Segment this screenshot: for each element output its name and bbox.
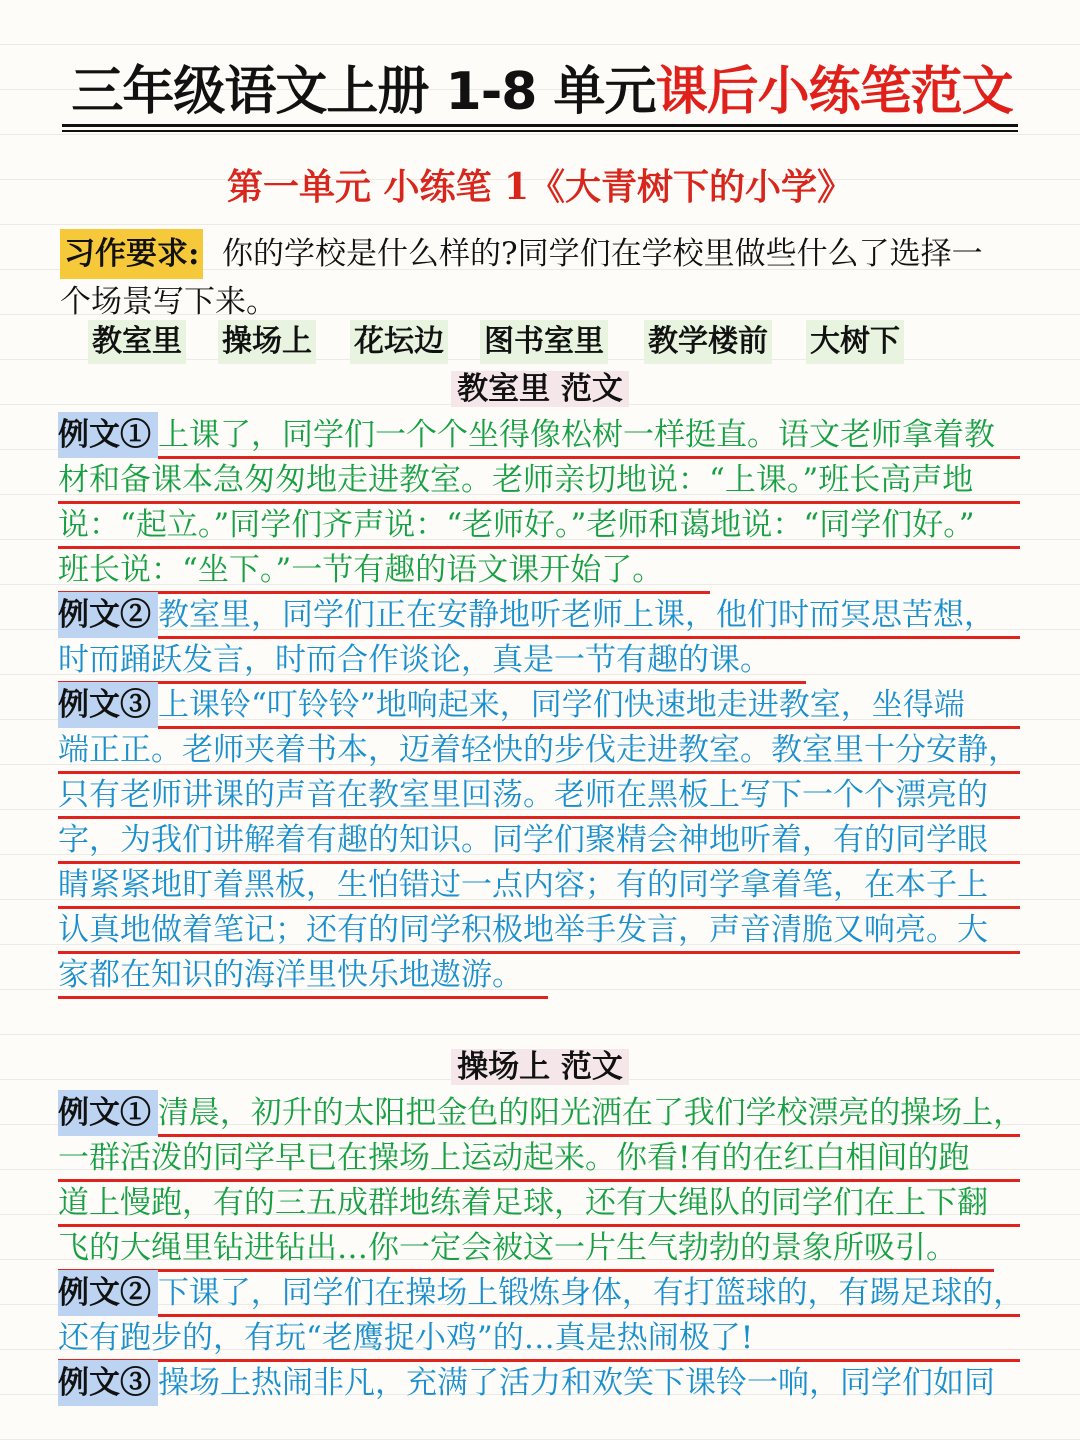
example-line: 时而踊跃发言，时而合作谈论，真是一节有趣的课。 <box>58 642 771 678</box>
example-line: 睛紧紧地盯着黑板，生怕错过一点内容；有的同学拿着笔，在本子上 <box>58 867 988 903</box>
example-line: 认真地做着笔记；还有的同学积极地举手发言，声音清脆又响亮。大 <box>58 912 988 948</box>
section-heading-classroom <box>0 366 1080 412</box>
example-line: 道上慢跑，有的三五成群地练着足球，还有大绳队的同学们在上下翻 <box>58 1185 988 1221</box>
requirement-text-line1: 你的学校是什么样的?同学们在学校里做些什么了选择一 <box>222 236 983 272</box>
example-line: 只有老师讲课的声音在教室里回荡。老师在黑板上写下一个个漂亮的 <box>58 777 988 813</box>
example-line: 字，为我们讲解着有趣的知识。同学们聚精会神地听着，有的同学眼 <box>58 822 988 858</box>
scene-teaching-building: 教学楼前 <box>644 320 772 364</box>
requirement-label: 习作要求: <box>60 229 203 279</box>
example-line: 操场上热闹非凡，充满了活力和欢笑下课铃一响，同学们如同 <box>158 1365 995 1401</box>
example-label: 例文③ <box>58 682 158 728</box>
section-heading-text: 教室里 范文 <box>451 371 629 407</box>
unit-title: 第一单元 小练笔 1《大青树下的小学》 <box>226 166 854 208</box>
example-line: 家都在知识的海洋里快乐地遨游。 <box>58 957 523 993</box>
example-line: 上课铃“叮铃铃”地响起来，同学们快速地走进教室，坐得端 <box>158 687 965 723</box>
scene-flowerbed: 花坛边 <box>350 320 448 364</box>
main-title-part1: 三年级语文上册 1-8 单元 <box>71 62 656 122</box>
scene-classroom: 教室里 <box>88 320 186 364</box>
section-heading-playground <box>0 1044 1080 1090</box>
example-line: 材和备课本急匆匆地走进教室。老师亲切地说：“上课。”班长高声地 <box>58 462 974 498</box>
section-heading-text: 操场上 范文 <box>451 1049 629 1085</box>
example-line: 教室里，同学们正在安静地听老师上课，他们时而冥思苦想， <box>158 597 995 633</box>
example-line: 飞的大绳里钻进钻出…你一定会被这一片生气勃勃的景象所吸引。 <box>58 1230 957 1266</box>
example-label: 例文② <box>58 1270 158 1316</box>
main-title-part2: 课后小练笔范文 <box>655 62 1013 122</box>
example-label: 例文① <box>58 1090 158 1136</box>
example-line: 还有跑步的，有玩“老鹰捉小鸡”的…真是热闹极了! <box>58 1320 754 1356</box>
example-line: 上课了，同学们一个个坐得像松树一样挺直。语文老师拿着教 <box>158 417 995 453</box>
example-line: 端正正。老师夹着书本，迈着轻快的步伐走进教室。教室里十分安静， <box>58 732 1019 768</box>
example-label: 例文① <box>58 412 158 458</box>
scene-playground: 操场上 <box>218 320 316 364</box>
title-rule-bottom <box>62 130 1018 132</box>
example-line: 说：“起立。”同学们齐声说：“老师好。”老师和蔼地说：“同学们好。” <box>58 507 975 543</box>
requirement-text-line2: 个场景写下来。 <box>60 284 277 320</box>
example-line: 清晨，初升的太阳把金色的阳光洒在了我们学校漂亮的操场上， <box>158 1095 1025 1131</box>
example-line: 一群活泼的同学早已在操场上运动起来。你看!有的在红白相间的跑 <box>58 1140 970 1176</box>
scene-library: 图书室里 <box>480 320 608 364</box>
scene-big-tree: 大树下 <box>806 320 904 364</box>
example-line: 班长说：“坐下。”一节有趣的语文课开始了。 <box>58 552 664 588</box>
example-label: 例文③ <box>58 1360 158 1406</box>
underline <box>58 996 548 999</box>
title-rule-top <box>62 124 1018 127</box>
example-line: 下课了，同学们在操场上锻炼身体，有打篮球的，有踢足球的， <box>158 1275 1025 1311</box>
main-title <box>62 52 1022 132</box>
example-label: 例文② <box>58 592 158 638</box>
